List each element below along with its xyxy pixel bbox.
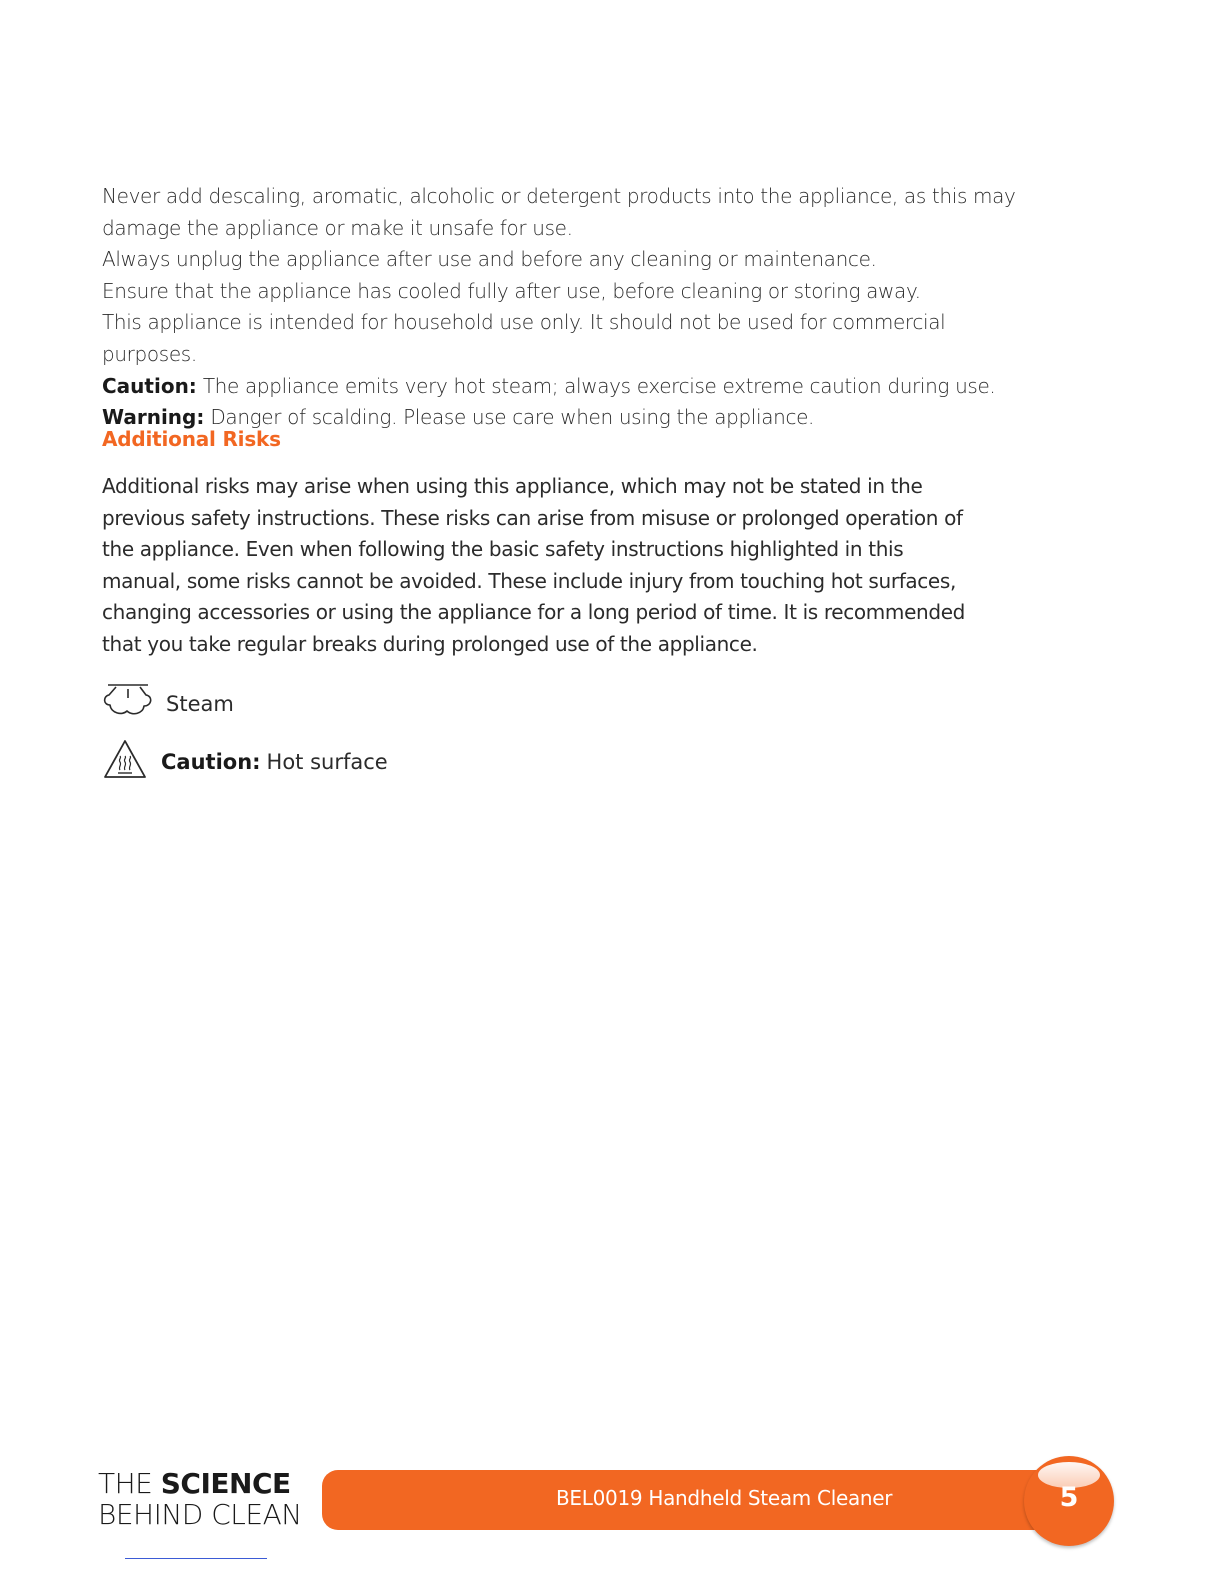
caution-text: The appliance emits very hot steam; always exercise extreme caution during use. (196, 373, 996, 398)
steam-icon (102, 683, 154, 724)
footer-divider (125, 1558, 267, 1559)
brand-behind-clean: BEHIND CLEAN (98, 1498, 302, 1531)
safety-line-cooled: Ensure that the appliance has cooled fully after use, before cleaning or storing away. (102, 278, 921, 303)
product-title: BEL0019 Handheld Steam Cleaner (556, 1486, 893, 1510)
hot-surface-symbol-row (102, 738, 388, 785)
safety-line-unplug: Always unplug the appliance after use and before any cleaning or maintenance. (102, 247, 877, 272)
safety-line-caution (102, 371, 1022, 403)
hot-caution-label-wrap (161, 750, 267, 774)
page-number-badge (1024, 1456, 1114, 1546)
hot-surface-warning-icon (102, 738, 148, 785)
caution-label: Caution: (102, 373, 197, 398)
page-number: 5 (1059, 1482, 1079, 1513)
warning-label: Warning: (102, 405, 205, 430)
steam-label: Steam (166, 691, 234, 716)
hot-surface-label: Hot surface (266, 749, 388, 774)
brand-the: THE (98, 1467, 161, 1500)
additional-risks-paragraph: Additional risks may arise when using this appliance, which may not be stated in the previous safety instructions. These risks can arise from misuse or prolonged operation of the appliance. Even when following the basic safety instructions highlighted in this manual, some risks cannot be avoided. These include injury from touching hot surfaces, changing accessories or using the appliance for a long period of time. It is recommended that you take regular breaks during prolonged use of the appliance. (102, 474, 965, 656)
additional-risks-heading: Additional Risks (102, 427, 281, 451)
safety-line-descaling: Never add descaling, aromatic, alcoholic or detergent products into the appliance, as this may damage the appliance or make it unsafe for use. (102, 184, 1016, 240)
brand-science: SCIENCE (160, 1467, 291, 1500)
hot-caution-label: Caution: (161, 749, 261, 774)
safety-line-household: This appliance is intended for household use only. It should not be used for commercial purposes. (102, 310, 946, 366)
steam-symbol-row (102, 683, 234, 724)
brand-logo (98, 1468, 302, 1530)
safety-instructions (102, 181, 1022, 434)
warning-text: Danger of scalding. Please use care when using the appliance. (204, 405, 815, 430)
